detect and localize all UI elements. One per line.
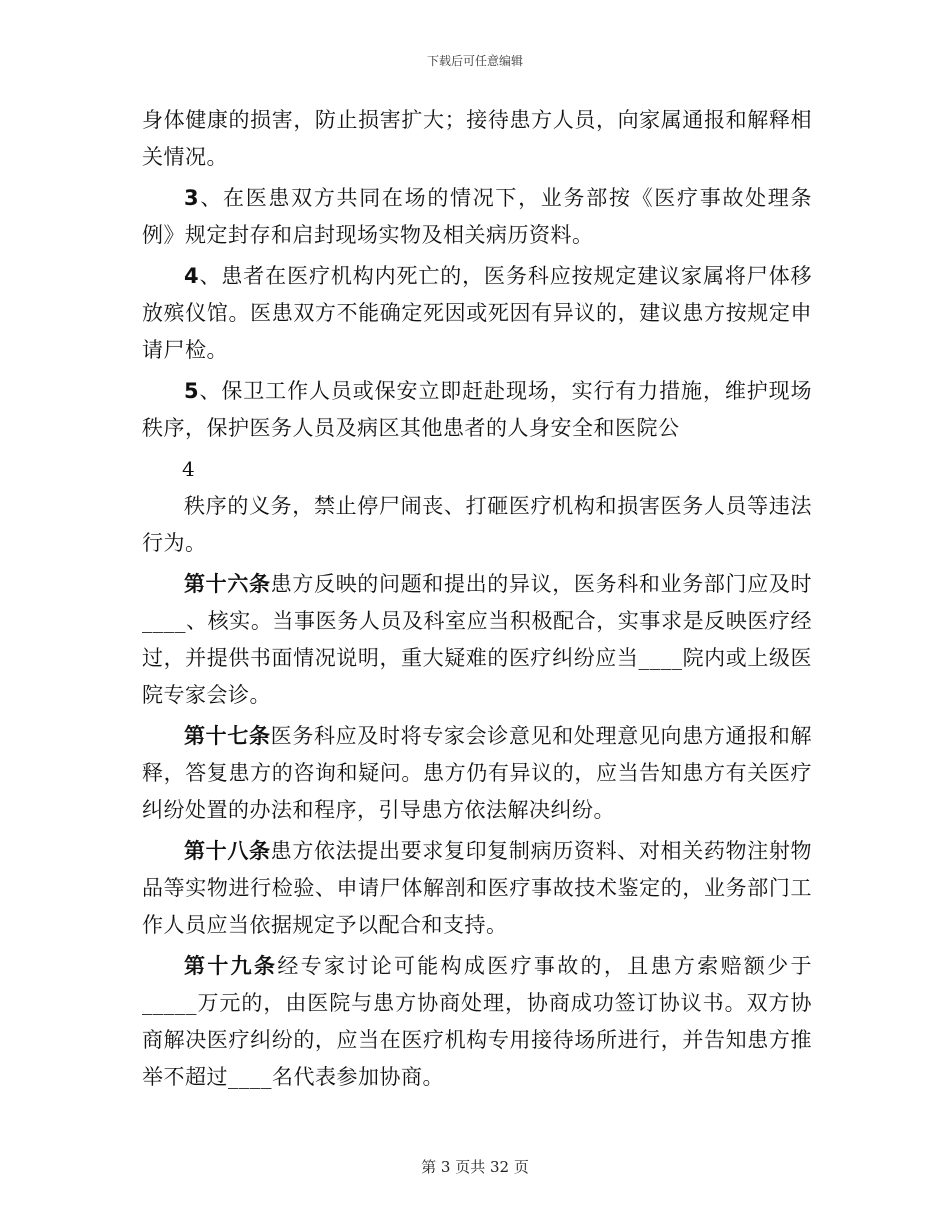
paragraph <box>142 373 812 447</box>
paragraph <box>142 102 812 176</box>
paragraph-lead: 第十七条 <box>184 724 271 748</box>
page-header: 下载后可任意编辑 <box>426 54 523 68</box>
paragraph <box>142 718 812 829</box>
paragraph-lead: 3 <box>184 186 200 210</box>
paragraph <box>142 948 812 1096</box>
page-footer: 第 3 页共 32 页 <box>421 1158 529 1176</box>
paragraph-text: 、患者在医疗机构内死亡的，医务科应按规定建议家属将尸体移放殡仪馆。医患双方不能确定死因或死因有异议的，建议患方按规定申请尸检。 <box>142 264 812 362</box>
paragraph-group-1 <box>142 102 812 451</box>
paragraph <box>142 833 812 944</box>
paragraph-lead: 4 <box>184 264 200 288</box>
paragraph-group-2 <box>142 488 812 1100</box>
paragraph <box>142 258 812 369</box>
paragraph-lead: 5 <box>184 379 200 403</box>
paragraph <box>142 566 812 714</box>
paragraph-text: 秩序的义务，禁止停尸闹丧、打砸医疗机构和损害医务人员等违法行为。 <box>142 494 812 555</box>
paragraph-text: 医务科应及时将专家会诊意见和处理意见向患方通报和解释，答复患方的咨询和疑问。患方仍有异议的，应当告知患方有关医疗纠纷处置的办法和程序，引导患方依法解决纠纷。 <box>142 724 813 822</box>
paragraph-text: 身体健康的损害，防止损害扩大；接待患方人员，向家属通报和解释相关情况。 <box>142 108 812 169</box>
paragraph-text: 患方反映的问题和提出的异议，医务科和业务部门应及时____、核实。当事医务人员及科室应当积极配合，实事求是反映医疗经过，并提供书面情况说明，重大疑难的医疗纠纷应当____院内或上级医院专家会诊。 <box>142 572 813 707</box>
paragraph <box>142 180 812 254</box>
paragraph-text: 、保卫工作人员或保安立即赶赴现场，实行有力措施，维护现场秩序，保护医务人员及病区其他患者的人身安全和医院公 <box>142 379 812 440</box>
paragraph <box>142 488 812 562</box>
paragraph-lead: 第十九条 <box>184 954 278 978</box>
paragraph-text: 经专家讨论可能构成医疗事故的，且患方索赔额少于_____万元的，由医院与患方协商处理，协商成功签订协议书。双方协商解决医疗纠纷的，应当在医疗机构专用接待场所进行，并告知患方推举不超过____名代表参加协商。 <box>142 954 813 1089</box>
document-body <box>142 102 812 1100</box>
paragraph-text: 患方依法提出要求复印复制病历资料、对相关药物注射物品等实物进行检验、申请尸体解剖和医疗事故技术鉴定的，业务部门工作人员应当依据规定予以配合和支持。 <box>142 839 813 937</box>
paragraph-lead: 第十六条 <box>184 572 271 596</box>
inline-page-number: 4 <box>182 457 196 481</box>
paragraph-text: 、在医患双方共同在场的情况下，业务部按《医疗事故处理条例》规定封存和启封现场实物及相关病历资料。 <box>142 186 812 247</box>
paragraph-lead: 第十八条 <box>184 839 271 863</box>
